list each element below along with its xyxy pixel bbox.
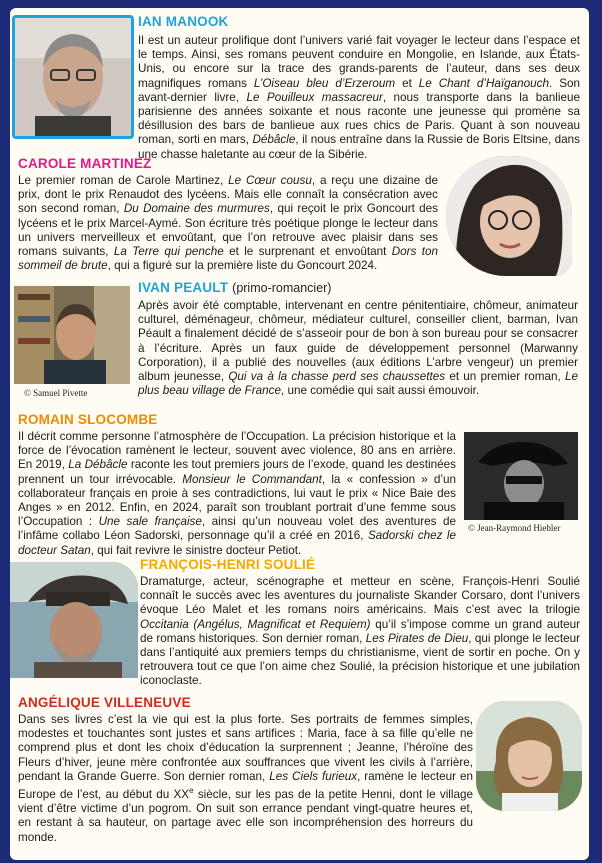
author-bio: Après avoir été comptable, intervenant en centre pénitentiaire, chômeur, animateur culturel, déménageur, chômeur, médiateur culturel, conseiller client, barman, Ivan Péault a finalement décidé de s’asseoir pour de bon à son bureau pour se consacrer à l’écriture. Après un faux guide de développement personnel (Marwanny Corporation), il a publié des nouvelles (aux éditions L’arbre vengeur) un premier album jeunesse, Qui va à la chasse perd ses chaussettes et un premier roman, Le plus beau village de France, une comédie qui sait aussi émouvoir. bbox=[138, 299, 579, 398]
author-carole-martinez bbox=[18, 156, 438, 273]
portrait-angelique-villeneuve-image bbox=[476, 701, 582, 811]
photo-credit: © Samuel Pivette bbox=[24, 388, 88, 398]
portrait-carole-martinez-image bbox=[446, 156, 572, 276]
photo-ian-manook bbox=[12, 15, 134, 139]
photo-angelique-villeneuve bbox=[476, 701, 582, 811]
author-name-row bbox=[138, 280, 578, 295]
portrait-ian-manook-image bbox=[15, 18, 131, 136]
portrait-romain-slocombe-image bbox=[464, 432, 578, 520]
photo-francois-henri-soulie bbox=[10, 562, 138, 678]
author-angelique-villeneuve bbox=[18, 695, 473, 845]
photo-ivan-peault bbox=[14, 286, 130, 384]
author-name: ANGÉLIQUE VILLENEUVE bbox=[18, 695, 191, 710]
author-name: ROMAIN SLOCOMBE bbox=[18, 412, 158, 427]
author-bio: Il décrit comme personne l’atmosphère de l’Occupation. La précision historique et la force de l’évocation ramènent le lecteur, souvent avec violence, 80 ans en arrière. En 2019, La Débâcle raconte les tout premiers jours de l’exode, quand les destinées prennent un tour irrévocable. Monsieur le Commandant, la « confession » d’un collaborateur français en proie à ses contradictions, lui vaut le prix « Nice Baie des Anges » en 2012. Enfin, en 2024, paraît son troublant portrait d’une femme sous l’Occupation : Une sale française, ainsi qu’un nouveau volet des aventures de l’infâme collabo Léon Sadorski, personnage qu’il a créé en 2016, Sadorski chez le docteur Satan, qui fait revivre le sinistre docteur Petiot. bbox=[18, 430, 456, 557]
author-ian-manook bbox=[138, 14, 580, 162]
author-romain-slocombe bbox=[18, 412, 456, 558]
author-bio: Dramaturge, acteur, scénographe et metteur en scène, François-Henri Soulié connaît le succès avec les aventures du journaliste Skander Corsaro, dont l’univers évoque Léo Malet et les romans noirs américains. Mais c’est avec la trilogie Occitania (Angélus, Magnificat et Requiem) qu’il s’impose comme un grand auteur de romans historiques. Son dernier roman, Les Pirates de Dieu, qui plonge le lecteur dans l’antiquité aux premiers temps du christianisme, vient de sortir en poche. On y retrouvera tout ce que l’on aime chez Soulié, la précision historique et une jubilation iconoclaste. bbox=[140, 575, 580, 688]
author-bio: Dans ses livres c’est la vie qui est la plus forte. Ses portraits de femmes simples, modestes et touchantes sont justes et sans artifices : Maria, face à sa fille qu’elle ne comprend plus et dont les choix d’éducation la surprennent ; Jeanne, l’héroïne des Fleurs d’hiver, jeune mère confrontée aux souffrances que vivent les civils à l’arrière, pendant la Grande Guerre. Son dernier roman, Les Ciels furieux, ramène le lecteur en Europe de l’est, au début du XXe siècle, sur les pas de la petite Henni, dont le village vient d’être victime d’un pogrom. On suit son errance pendant vingt-quatre heures et, en restant à sa hauteur, on partage avec elle son incompréhension des horreurs du monde. bbox=[18, 713, 473, 844]
author-bio: Il est un auteur prolifique dont l’univers varié fait voyager le lecteur dans l’espace et le temps. Ainsi, ses romans peuvent conduire en Mongolie, en Islande, aux États-Unis, ou encore sur la trace des grands-parents de l’auteur, dans ses deux magnifiques romans L’Oiseau bleu d’Erzeroum et Le Chant d’Haïganouch. Son avant-dernier livre, Le Pouilleux massacreur, nous transporte dans la banlieue parisienne des années soixante et nous raconte une jeunesse qui promène sa désillusion des bars de banlieue aux rues chics de Paris. Quant à son nouveau roman, sorti en mars, Débâcle, il nous entraîne dans la Russie de Boris Eltsine, dans une chasse haletante au cœur de la Sibérie. bbox=[138, 34, 581, 161]
author-name: FRANÇOIS-HENRI SOULIÉ bbox=[140, 557, 316, 572]
author-ivan-peault bbox=[138, 280, 578, 398]
author-bio: Le premier roman de Carole Martinez, Le Cœur cousu, a reçu une dizaine de prix, dont le prix Renaudot des lycéens. Mais elle connaît la consécration avec son second roman, Du Domaine des murmures, qui reçoit le prix Goncourt des lycéens et le prix Marcel-Aymé. Son écriture très poétique plonge le lecteur dans un univers merveilleux et envoûtant, que l’on retrouve avec plaisir dans ses romans suivants, La Terre qui penche et le surprenant et envoûtant Dors ton sommeil de brute, qui a figuré sur la première liste du Goncourt 2024. bbox=[18, 174, 438, 273]
author-card bbox=[10, 8, 589, 860]
author-francois-henri-soulie bbox=[140, 557, 580, 689]
photo-credit: © Jean-Raymond Hiebler bbox=[468, 523, 561, 533]
author-name: IVAN PEAULT bbox=[138, 280, 229, 295]
author-note: (primo-romancier) bbox=[232, 281, 332, 295]
portrait-ivan-peault-image bbox=[14, 286, 130, 384]
photo-carole-martinez bbox=[446, 156, 572, 276]
portrait-francois-henri-soulie-image bbox=[10, 562, 138, 678]
author-name: CAROLE MARTINEZ bbox=[18, 156, 152, 171]
photo-romain-slocombe bbox=[464, 432, 578, 520]
author-name: IAN MANOOK bbox=[138, 14, 229, 29]
